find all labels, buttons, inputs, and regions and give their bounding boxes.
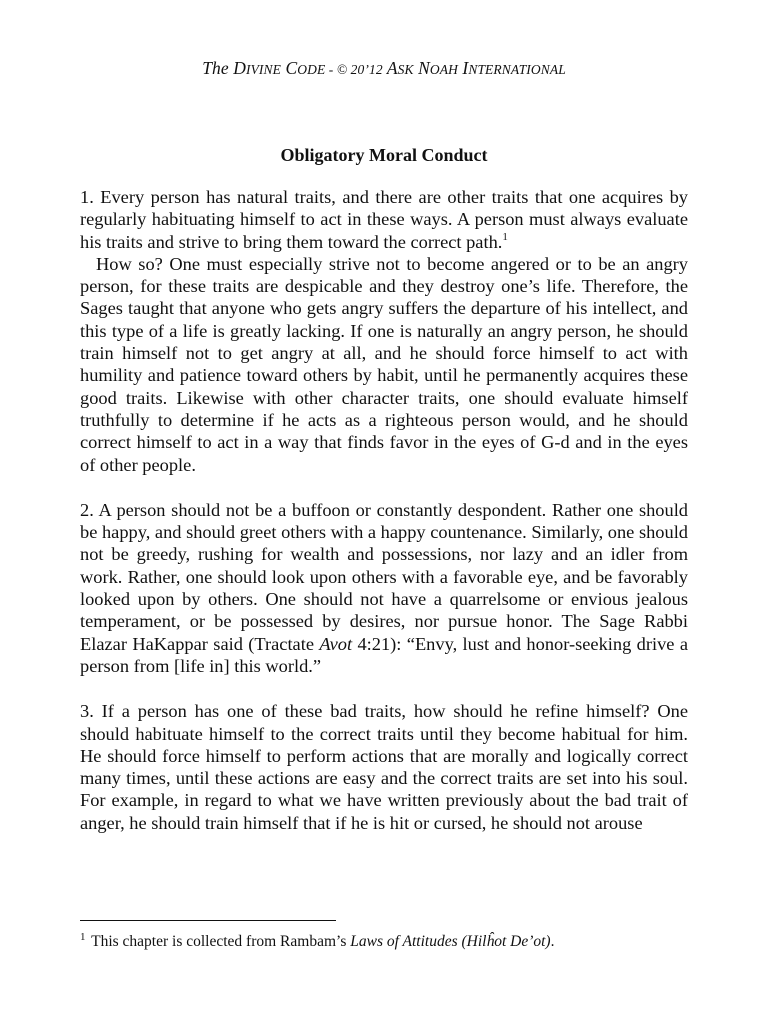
footnote-period: . <box>550 933 555 950</box>
footnote-text: This chapter is collected from Rambam’s <box>91 933 347 950</box>
header-smallcaps-ivine: IVINE <box>245 62 281 77</box>
header-cap-c: C <box>285 58 298 78</box>
header-word-the: The <box>202 58 229 78</box>
section-1-paragraph <box>80 186 688 253</box>
header-cap-i: I <box>462 58 469 78</box>
section-2-text-b: 4:21): “Envy, lust and honor-seeking drive a person from [life in] this world.” <box>80 633 688 676</box>
header-smallcaps-nternational: NTERNATIONAL <box>468 62 566 77</box>
section-1-text: 1. Every person has natural traits, and there are other traits that one acquires by regularly habituating himself to act in these ways. A person must always evaluate his traits and strive to bring them toward the correct path. <box>80 187 688 252</box>
header-smallcaps-oah: OAH <box>429 62 458 77</box>
footnote-book-title: Laws of Attitudes (Hilĥot De’ot) <box>350 933 551 950</box>
header-smallcaps-ode: ODE - © 20’12 <box>297 62 383 77</box>
header-smallcaps-sk: SK <box>397 62 414 77</box>
body-text <box>80 186 688 834</box>
running-header <box>0 58 768 79</box>
footnote-reference[interactable]: 1 <box>502 230 508 243</box>
chapter-title: Obligatory Moral Conduct <box>280 145 488 165</box>
footnote-divider <box>80 920 336 921</box>
header-cap-a: A <box>386 58 398 78</box>
header-cap-n: N <box>418 58 430 78</box>
footnote-mark: 1 <box>80 931 86 943</box>
section-2-paragraph <box>80 499 688 677</box>
footnote <box>80 932 700 952</box>
section-1-continuation: How so? One must especially strive not to become angered or to be an angry person, for these traits are despicable and they destroy one’s life. Therefore, the Sages taught that anyone who gets angry suffers the departure of his intellect, and this type of a life is greatly lacking. If one is naturally an angry person, he should train himself not to get angry at all, and he should force himself to act with humility and patience toward others by habit, until he permanently acquires these good traits. Likewise with other character traits, one should evaluate himself truthfully to determine if he acts as a righteous person would, and he should correct himself to act in a way that finds favor in the eyes of G-d and in the eyes of other people. <box>80 253 688 475</box>
tractate-avot-italic: Avot <box>319 633 353 654</box>
section-3-paragraph: 3. If a person has one of these bad traits, how should he refine himself? One should habituate himself to the correct traits until they become habitual for him. He should force himself to perform actions that are morally and logically correct many times, until these actions are easy and the correct traits are set into his soul. For example, in regard to what we have written previously about the bad trait of anger, he should train himself that if he is hit or cursed, he should not arouse <box>80 701 688 833</box>
section-2-text-a: 2. A person should not be a buffoon or constantly despondent. Rather one should be happy, and should greet others with a happy countenance. Similarly, one should not be greedy, rushing for wealth and possessions, nor lazy and an idler from work. Rather, one should look upon others with a favorable eye, and be favorably looked upon by others. One should not have a quarrelsome or envious jealous temperament, or be possessed by desires, nor pursue honor. The Sage Rabbi Elazar HaKappar said (Tractate <box>80 499 688 654</box>
header-cap-d: D <box>233 58 246 78</box>
